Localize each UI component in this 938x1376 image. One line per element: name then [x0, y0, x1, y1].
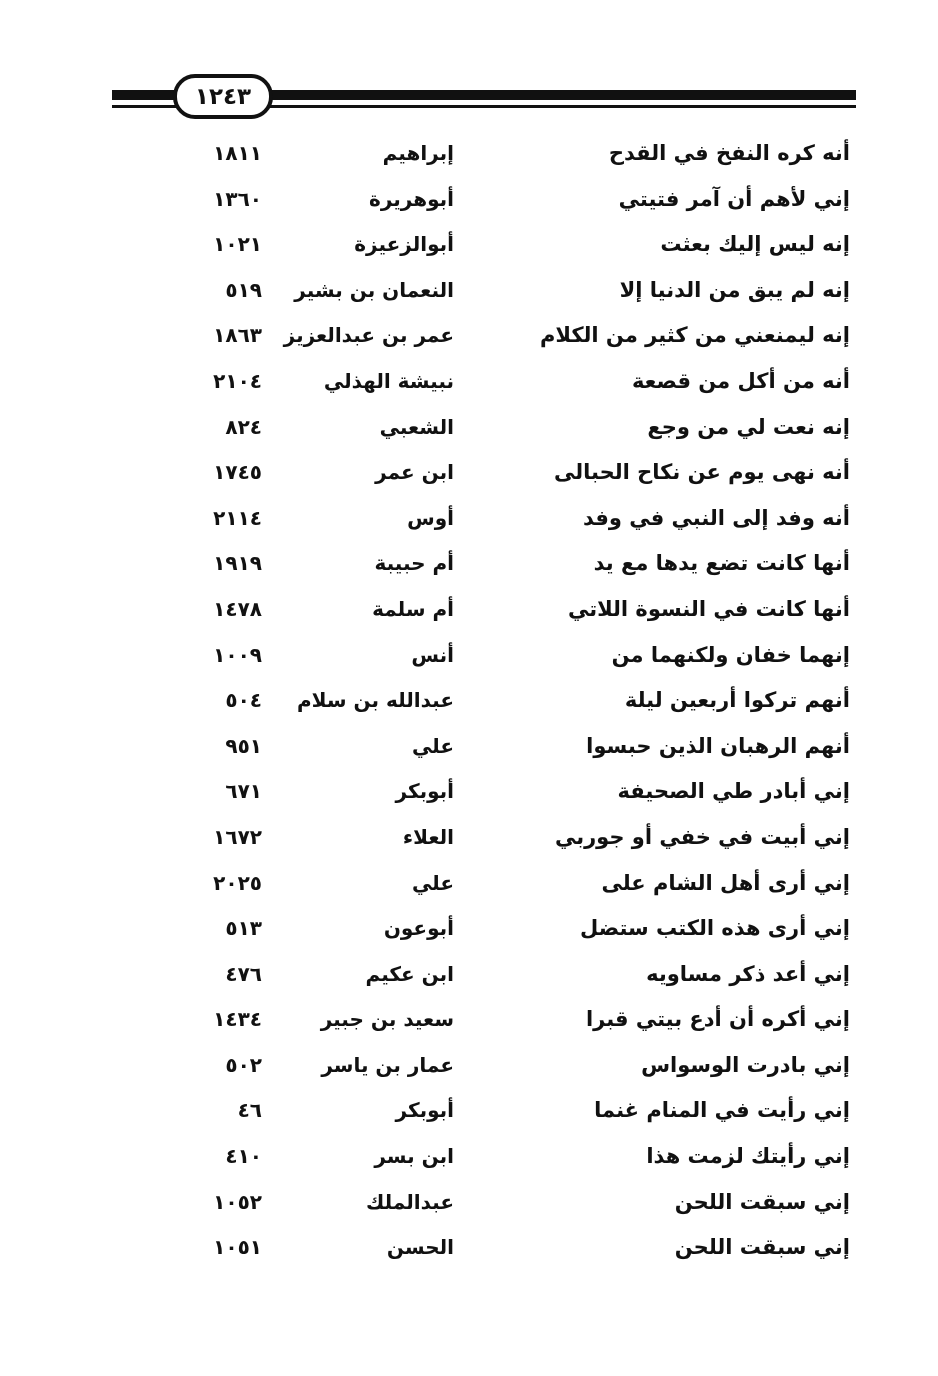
entry-number: ١٩١٩	[213, 551, 262, 576]
index-entry-row	[0, 359, 938, 405]
index-entry-row	[0, 268, 938, 314]
entry-narrator: أبوالزعيزة	[354, 232, 454, 257]
index-entry-row	[0, 313, 938, 359]
entry-phrase: إنه لم يبق من الدنيا إلا	[619, 277, 850, 302]
entry-number: ٩٥١	[225, 733, 262, 758]
entry-number: ٦٧١	[225, 779, 262, 804]
entry-phrase: إنهما خفان ولكنهما من	[611, 642, 850, 667]
entry-phrase: إني سبقت اللحن	[674, 1189, 850, 1214]
index-entry-row	[0, 906, 938, 952]
entry-narrator: العلاء	[402, 824, 454, 849]
entry-narrator: النعمان بن بشير	[294, 277, 454, 302]
entry-phrase: أنها كانت تضع يدها مع يد	[593, 551, 850, 576]
page-number-badge	[173, 74, 273, 119]
index-entry-row	[0, 861, 938, 907]
entry-phrase: إني أرى أهل الشام على	[601, 870, 850, 895]
entry-narrator: الشعبي	[379, 414, 454, 439]
entry-narrator: إبراهيم	[382, 141, 454, 165]
entry-narrator: سعيد بن جبير	[320, 1007, 454, 1032]
entry-number: ١٠٠٩	[213, 642, 262, 667]
entry-phrase: إنه نعت لي من وجع	[647, 414, 850, 439]
entry-phrase: أنه كره النفخ في القدح	[608, 141, 850, 165]
index-entry-row	[0, 222, 938, 268]
entry-phrase: إني أرى هذه الكتب ستضل	[580, 916, 850, 941]
entry-narrator: أم سلمة	[372, 596, 454, 621]
entry-phrase: أنهم تركوا أربعين ليلة	[624, 688, 850, 713]
index-entry-row	[0, 541, 938, 587]
entry-number: ١٠٥١	[213, 1235, 262, 1260]
entry-number: ١٤٣٤	[213, 1007, 262, 1032]
entry-phrase: إني رأيت في المنام غنما	[594, 1098, 850, 1123]
entry-narrator: ابن عكيم	[365, 961, 454, 986]
entry-number: ٥١٣	[225, 916, 262, 941]
index-entry-row	[0, 678, 938, 724]
entry-narrator: علي	[411, 870, 454, 895]
entry-number: ١٠٢١	[213, 232, 262, 257]
page-number: ١٢٤٣	[194, 83, 252, 110]
entry-number: ٥١٩	[225, 277, 262, 302]
entry-phrase: أنهم الرهبان الذين حبسوا	[586, 733, 850, 758]
index-entry-row	[0, 815, 938, 861]
entry-number: ٤٦	[237, 1098, 262, 1123]
entry-phrase: أنه وفد إلى النبي في وفد	[582, 505, 850, 530]
entry-phrase: إني سبقت اللحن	[674, 1235, 850, 1260]
entry-number: ١٣٦٠	[213, 186, 262, 211]
entry-narrator: ابن عمر	[375, 460, 454, 485]
entry-narrator: أبوعون	[383, 916, 454, 941]
entry-narrator: أم حبيبة	[374, 551, 454, 576]
entry-narrator: عبدالملك	[366, 1189, 454, 1214]
entry-number: ١٤٧٨	[213, 596, 262, 621]
entry-narrator: الحسن	[386, 1235, 454, 1260]
entry-phrase: إني رأيتك لزمت هذا	[646, 1144, 850, 1169]
index-entry-row	[0, 1225, 938, 1271]
entry-phrase: أنه نهى يوم عن نكاح الحبالى	[554, 460, 850, 485]
entry-narrator: ابن بسر	[374, 1144, 454, 1169]
index-entry-row	[0, 769, 938, 815]
entry-phrase: أنه من أكل من قصعة	[631, 368, 850, 393]
entry-number: ٢١٠٤	[213, 368, 262, 393]
entry-narrator: عمار بن ياسر	[321, 1052, 454, 1077]
entry-narrator: أنس	[411, 642, 454, 667]
entry-phrase: إني أبيت في خفي أو جوربي	[554, 824, 850, 849]
entry-narrator: عبدالله بن سلام	[297, 688, 454, 713]
index-entry-row	[0, 587, 938, 633]
entry-number: ٤٧٦	[225, 961, 262, 986]
index-entry-row	[0, 724, 938, 770]
index-entry-row	[0, 1180, 938, 1226]
index-entry-row	[0, 1043, 938, 1089]
entry-number: ٥٠٤	[225, 688, 262, 713]
entry-number: ٢١١٤	[213, 505, 262, 530]
entry-narrator: أوس	[407, 505, 454, 530]
entry-number: ٥٠٢	[225, 1052, 262, 1077]
entry-narrator: أبوبكر	[395, 1098, 454, 1123]
page-header	[112, 74, 856, 134]
entry-number: ٨٢٤	[225, 414, 262, 439]
entry-narrator: علي	[411, 733, 454, 758]
index-entry-row	[0, 450, 938, 496]
entry-number: ١٨١١	[213, 141, 262, 165]
index-entry-row	[0, 952, 938, 998]
entry-narrator: عمر بن عبدالعزيز	[283, 323, 454, 348]
entry-phrase: إني أكره أن أدع بيتي قبرا	[585, 1007, 850, 1032]
entry-number: ١٧٤٥	[213, 460, 262, 485]
index-entry-row	[0, 997, 938, 1043]
entry-phrase: إني لأهم أن آمر فتيتي	[618, 186, 850, 211]
entry-number: ٢٠٢٥	[213, 870, 262, 895]
index-entry-row	[0, 177, 938, 223]
entry-number: ٤١٠	[225, 1144, 262, 1169]
index-entry-row	[0, 496, 938, 542]
entry-phrase: إني أعد ذكر مساويه	[646, 961, 850, 986]
index-entry-row	[0, 405, 938, 451]
index-entry-row	[0, 1088, 938, 1134]
entry-narrator: نبيشة الهذلي	[323, 368, 454, 393]
entry-phrase: إنه ليمنعني من كثير من الكلام	[539, 323, 850, 348]
index-list	[0, 131, 938, 1271]
index-entry-row	[0, 633, 938, 679]
index-entry-row	[0, 1134, 938, 1180]
entry-phrase: إني بادرت الوسواس	[641, 1052, 850, 1077]
entry-narrator: أبوبكر	[395, 779, 454, 804]
entry-phrase: إني أبادر طي الصحيفة	[617, 779, 850, 804]
entry-narrator: أبوهريرة	[369, 186, 454, 211]
index-entry-row	[0, 131, 938, 177]
entry-number: ١٨٦٣	[213, 323, 262, 348]
entry-phrase: أنها كانت في النسوة اللاتي	[567, 596, 850, 621]
entry-number: ١٦٧٢	[213, 824, 262, 849]
entry-number: ١٠٥٢	[213, 1189, 262, 1214]
entry-phrase: إنه ليس إليك بعثت	[660, 232, 850, 257]
